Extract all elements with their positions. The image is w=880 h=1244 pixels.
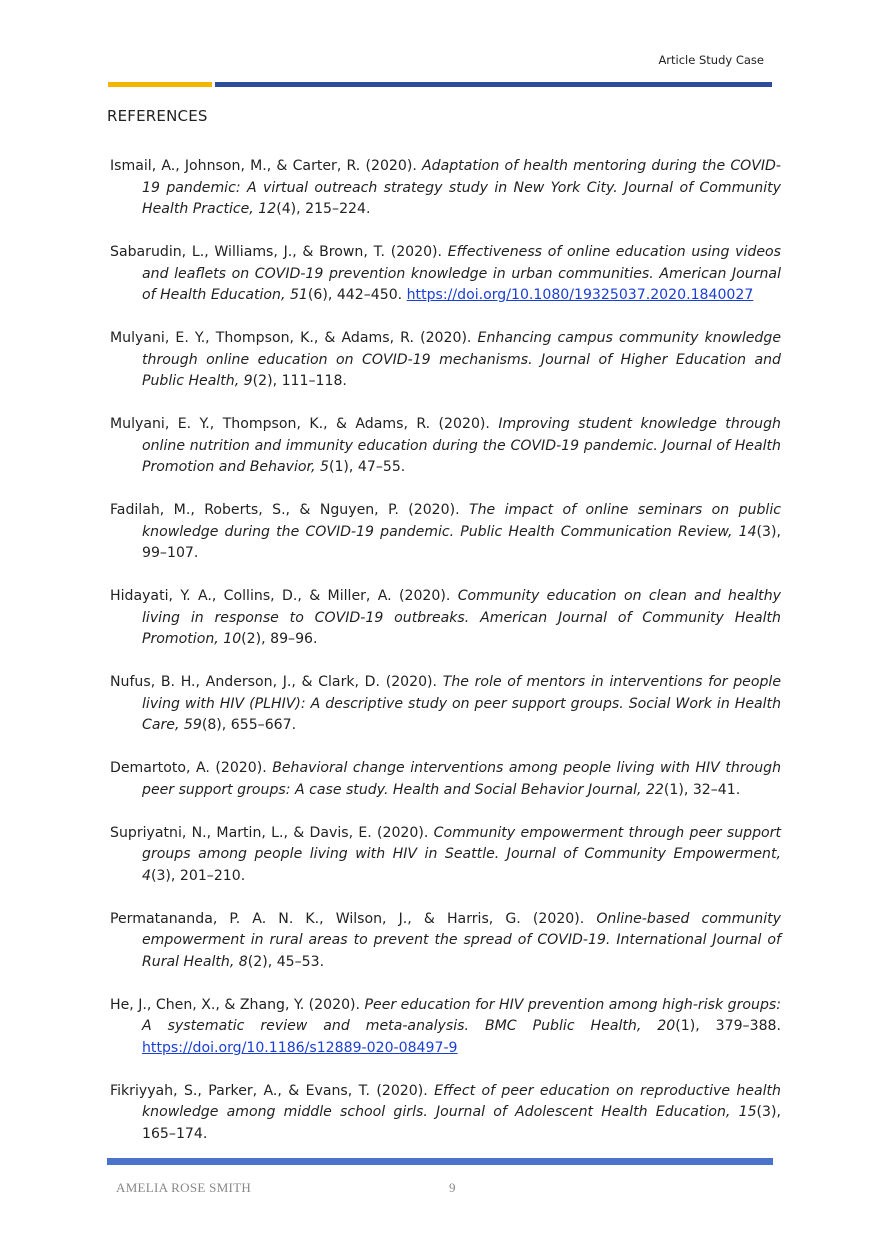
section-title: REFERENCES: [107, 107, 208, 125]
reference-title: Improving student knowledge through online nutrition and immunity education during the COVID-19 pandemic. Journal of Health Promotion and Behavior, 5: [142, 416, 781, 475]
reference-authors: Mulyani, E. Y., Thompson, K., & Adams, R. (2020).: [110, 330, 478, 346]
reference-details: (3), 99–107.: [142, 523, 781, 561]
reference-details: (6), 442–450.: [307, 287, 407, 303]
reference-title: Peer education for HIV prevention among high-risk groups: A systematic review and meta-analysis. BMC Public Health, 20: [142, 996, 781, 1034]
reference-authors: He, J., Chen, X., & Zhang, Y. (2020).: [110, 996, 365, 1013]
reference-details: (2), 111–118.: [252, 373, 347, 389]
reference-list: [110, 156, 781, 1167]
footer-author: AMELIA ROSE SMITH: [116, 1180, 252, 1195]
reference-details: (3), 201–210.: [150, 867, 246, 884]
reference-item: [110, 909, 781, 974]
reference-authors: Nufus, B. H., Anderson, J., & Clark, D. (2020).: [110, 674, 443, 690]
reference-title: Enhancing campus community knowledge through online education on COVID-19 mechanisms. Journal of Higher Education and Public Health, 9: [142, 330, 781, 389]
page-number: 9: [449, 1180, 456, 1195]
reference-item: [110, 414, 781, 479]
header-rule: [108, 82, 772, 87]
reference-authors: Sabarudin, L., Williams, J., & Brown, T. (2020).: [110, 244, 448, 260]
reference-details: (8), 655–667.: [201, 717, 297, 733]
reference-details: (1), 32–41.: [663, 781, 741, 798]
reference-authors: Fikriyyah, S., Parker, A., & Evans, T. (2020).: [110, 1082, 435, 1099]
reference-item: [110, 758, 781, 801]
reference-details: (4), 215–224.: [276, 201, 371, 217]
reference-item: [110, 1081, 781, 1146]
reference-item: [110, 156, 781, 221]
reference-title: Behavioral change interventions among people living with HIV through peer support groups: A case study. Health and Social Behavior Journal, 22: [142, 760, 782, 798]
reference-title: The impact of online seminars on public knowledge during the COVID-19 pandemic. Public Health Communication Review, 14: [142, 502, 781, 540]
reference-item: [110, 672, 781, 737]
reference-authors: Ismail, A., Johnson, M., & Carter, R. (2020).: [110, 158, 423, 174]
reference-item: [110, 586, 781, 651]
header-rule-gold-segment: [108, 82, 212, 87]
reference-title: Community empowerment through peer support groups among people living with HIV in Seattle. Journal of Community Empowerment, 4: [142, 824, 781, 884]
reference-authors: Fadilah, M., Roberts, S., & Nguyen, P. (2020).: [110, 502, 469, 518]
reference-details: (1), 47–55.: [328, 459, 406, 475]
running-header: Article Study Case: [658, 53, 764, 67]
reference-title: The role of mentors in interventions for people living with HIV (PLHIV): A descriptive study on peer support groups. Social Work in Health Care, 59: [142, 674, 781, 733]
reference-title: Effectiveness of online education using videos and leaflets on COVID-19 prevention knowledge in urban communities. American Journal of Health Education, 51: [142, 244, 781, 303]
reference-authors: Permatananda, P. A. N. K., Wilson, J., & Harris, G. (2020).: [110, 910, 597, 927]
reference-title: Community education on clean and healthy living in response to COVID-19 outbreaks. American Journal of Community Health Promotion, 10: [142, 588, 781, 647]
reference-authors: Hidayati, Y. A., Collins, D., & Miller, A. (2020).: [110, 588, 458, 604]
reference-details: (1), 379–388.: [675, 1018, 781, 1034]
doi-link[interactable]: https://doi.org/10.1080/19325037.2020.1840027: [406, 287, 754, 303]
reference-item: [110, 328, 781, 393]
header-rule-blue-segment: [215, 82, 772, 87]
reference-authors: Mulyani, E. Y., Thompson, K., & Adams, R. (2020).: [110, 416, 499, 432]
reference-details: (2), 89–96.: [241, 631, 318, 647]
reference-item: [110, 823, 781, 888]
reference-item: [110, 242, 781, 307]
reference-authors: Supriyatni, N., Martin, L., & Davis, E. (2020).: [110, 824, 434, 841]
doi-link[interactable]: https://doi.org/10.1186/s12889-020-08497-9: [142, 1039, 458, 1056]
reference-title: Adaptation of health mentoring during the COVID-19 pandemic: A virtual outreach strategy study in New York City. Journal of Community Health Practice, 12: [142, 158, 781, 217]
reference-details: (3), 165–174.: [142, 1104, 781, 1142]
reference-details: (2), 45–53.: [247, 953, 325, 970]
reference-item: [110, 995, 781, 1060]
reference-item: [110, 500, 781, 565]
reference-title: Effect of peer education on reproductive health knowledge among middle school girls. Journal of Adolescent Health Education, 15: [142, 1082, 781, 1120]
reference-authors: Demartoto, A. (2020).: [110, 760, 273, 776]
reference-title: Online-based community empowerment in rural areas to prevent the spread of COVID-19. International Journal of Rural Health, 8: [142, 910, 782, 970]
footer-rule: [107, 1158, 773, 1165]
